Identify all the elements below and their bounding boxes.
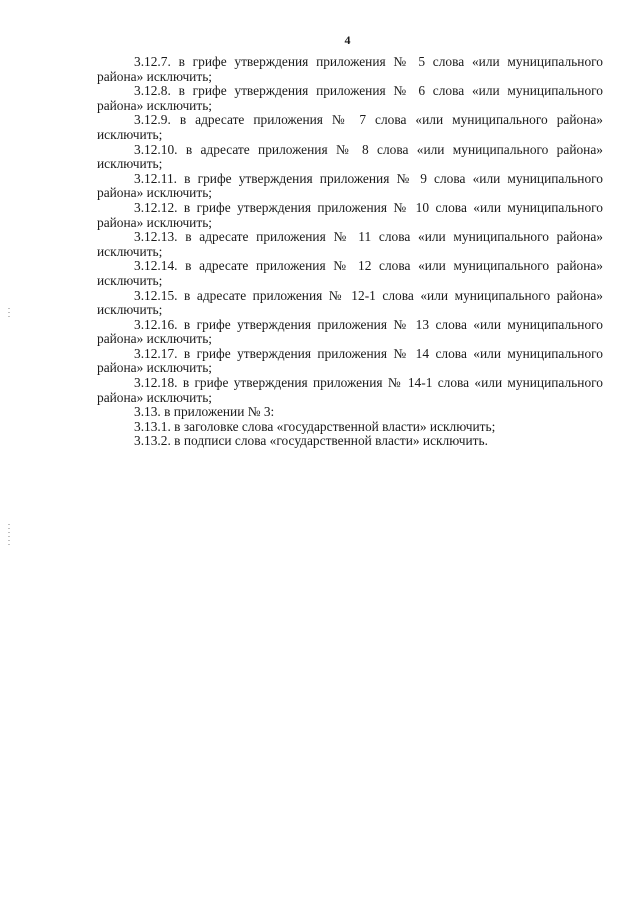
item-3-12-12: 3.12.12. в грифе утверждения приложения № 10 слова «или муниципального района» исключить; <box>97 199 603 230</box>
item-3-12-17: 3.12.17. в грифе утверждения приложения № 14 слова «или муниципального района» исключить; <box>97 345 603 376</box>
item-3-12-16: 3.12.16. в грифе утверждения приложения № 13 слова «или муниципального района» исключить; <box>97 316 603 347</box>
margin-mark-lower <box>8 524 10 546</box>
item-3-13-1: 3.13.1. в заголовке слова «государственной власти» исключить; <box>134 418 496 434</box>
item-3-12-18: 3.12.18. в грифе утверждения приложения № 14-1 слова «или муниципального района» исключить; <box>97 375 603 405</box>
item-3-13: 3.13. в приложении № 3: <box>134 404 275 420</box>
item-3-12-15: 3.12.15. в адресате приложения № 12-1 слова «или муниципального района» исключить; <box>97 287 603 318</box>
item-3-12-14: 3.12.14. в адресате приложения № 12 слова «или муниципального района» исключить; <box>97 258 603 288</box>
item-3-13-2: 3.13.2. в подписи слова «государственной власти» исключить. <box>134 433 488 449</box>
item-3-12-9: 3.12.9. в адресате приложения № 7 слова «или муниципального района» исключить; <box>97 112 603 142</box>
item-3-12-11: 3.12.11. в грифе утверждения приложения № 9 слова «или муниципального района» исключить; <box>97 170 603 201</box>
document-body <box>97 55 603 449</box>
item-3-12-13: 3.12.13. в адресате приложения № 11 слова «или муниципального района» исключить; <box>97 229 603 259</box>
margin-mark-upper <box>8 308 10 318</box>
item-3-12-10: 3.12.10. в адресате приложения № 8 слова «или муниципального района» исключить; <box>97 141 603 172</box>
item-3-12-8: 3.12.8. в грифе утверждения приложения № 6 слова «или муниципального района» исключить; <box>97 83 603 113</box>
item-3-12-7: 3.12.7. в грифе утверждения приложения № 5 слова «или муниципального района» исключить; <box>97 54 603 84</box>
page-number: 4 <box>344 33 351 47</box>
